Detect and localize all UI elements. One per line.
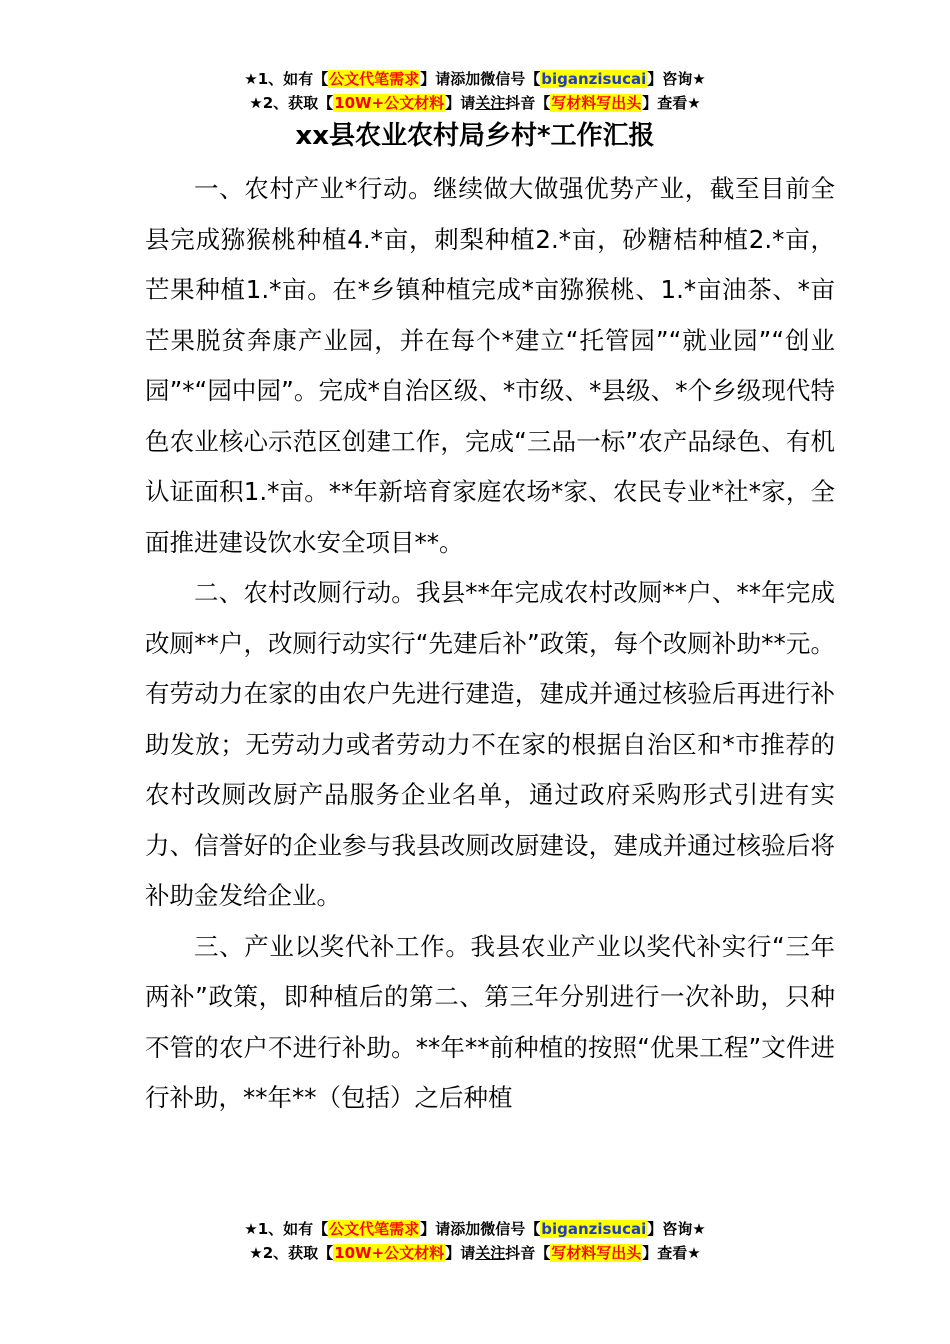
promo-line-2: [0, 92, 950, 116]
paragraph-1: 一、农村产业*行动。继续做大做强优势产业，截至目前全县完成猕猴桃种植4.*亩，刺梨种植2.*亩，砂糖桔种植2.*亩，芒果种植1.*亩。在*乡镇种植完成*亩猕猴桃、1.*亩油茶、*亩芒果脱贫奔康产业园，并在每个*建立“托管园”“就业园”“创业园”*“园中园”。完成*自治区级、*市级、*县级、*个乡级现代特色农业核心示范区创建工作，完成“三品一标”农产品绿色、有机认证面积1.*亩。**年新培育家庭农场*家、农民专业*社*家，全面推进建设饮水安全项目**。: [145, 174, 835, 557]
promo-text: 】请添加微信号【: [420, 1220, 541, 1238]
promo-text: 】查看★: [642, 94, 701, 112]
promo-text: 】咨询★: [647, 1220, 706, 1238]
promo-text: ★1、如有【: [244, 70, 329, 88]
promo-text: 】咨询★: [647, 70, 706, 88]
promo-line-1: [0, 1218, 950, 1242]
highlight-wechat-id: biganzisucai: [541, 1220, 647, 1238]
highlight-materials: 10W+公文材料: [334, 94, 445, 112]
highlight-service: 公文代笔需求: [329, 70, 420, 88]
highlight-service: 公文代笔需求: [329, 1220, 420, 1238]
document-title: xx县农业农村局乡村*工作汇报: [295, 121, 655, 151]
promo-text-underlined: 关注: [475, 1244, 506, 1262]
highlight-douyin: 写材料写出头: [551, 94, 642, 112]
promo-text: ★1、如有【: [244, 1220, 329, 1238]
paragraph-2: 二、农村改厕行动。我县**年完成农村改厕**户、**年完成改厕**户，改厕行动实行“先建后补”政策，每个改厕补助**元。有劳动力在家的由农户先进行建造，建成并通过核验后再进行补助发放；无劳动力或者劳动力不在家的根据自治区和*市推荐的农村改厕改厨产品服务企业名单，通过政府采购形式引进有实力、信誉好的企业参与我县改厕改厨建设，建成并通过核验后将补助金发给企业。: [145, 578, 835, 910]
highlight-douyin: 写材料写出头: [551, 1244, 642, 1262]
paragraph-3: 三、产业以奖代补工作。我县农业产业以奖代补实行“三年两补”政策，即种植后的第二、第三年分别进行一次补助，只种不管的农户不进行补助。**年**前种植的按照“优果工程”文件进行补助，**年**（包括）之后种植: [145, 931, 835, 1112]
header-promo-banner: [0, 68, 950, 116]
promo-text: ★2、获取【: [249, 1244, 334, 1262]
promo-text: ★2、获取【: [249, 94, 334, 112]
promo-text: 】请添加微信号【: [420, 70, 541, 88]
highlight-wechat-id: biganzisucai: [541, 70, 647, 88]
promo-text-underlined: 关注: [475, 94, 506, 112]
promo-text: 抖音【: [505, 94, 551, 112]
document-body: [145, 164, 835, 1124]
promo-text: 】请: [445, 1244, 476, 1262]
highlight-materials: 10W+公文材料: [334, 1244, 445, 1262]
promo-text: 抖音【: [505, 1244, 551, 1262]
footer-promo-banner: [0, 1218, 950, 1266]
promo-line-2: [0, 1242, 950, 1266]
promo-text: 】请: [445, 94, 476, 112]
promo-text: 】查看★: [642, 1244, 701, 1262]
promo-line-1: [0, 68, 950, 92]
